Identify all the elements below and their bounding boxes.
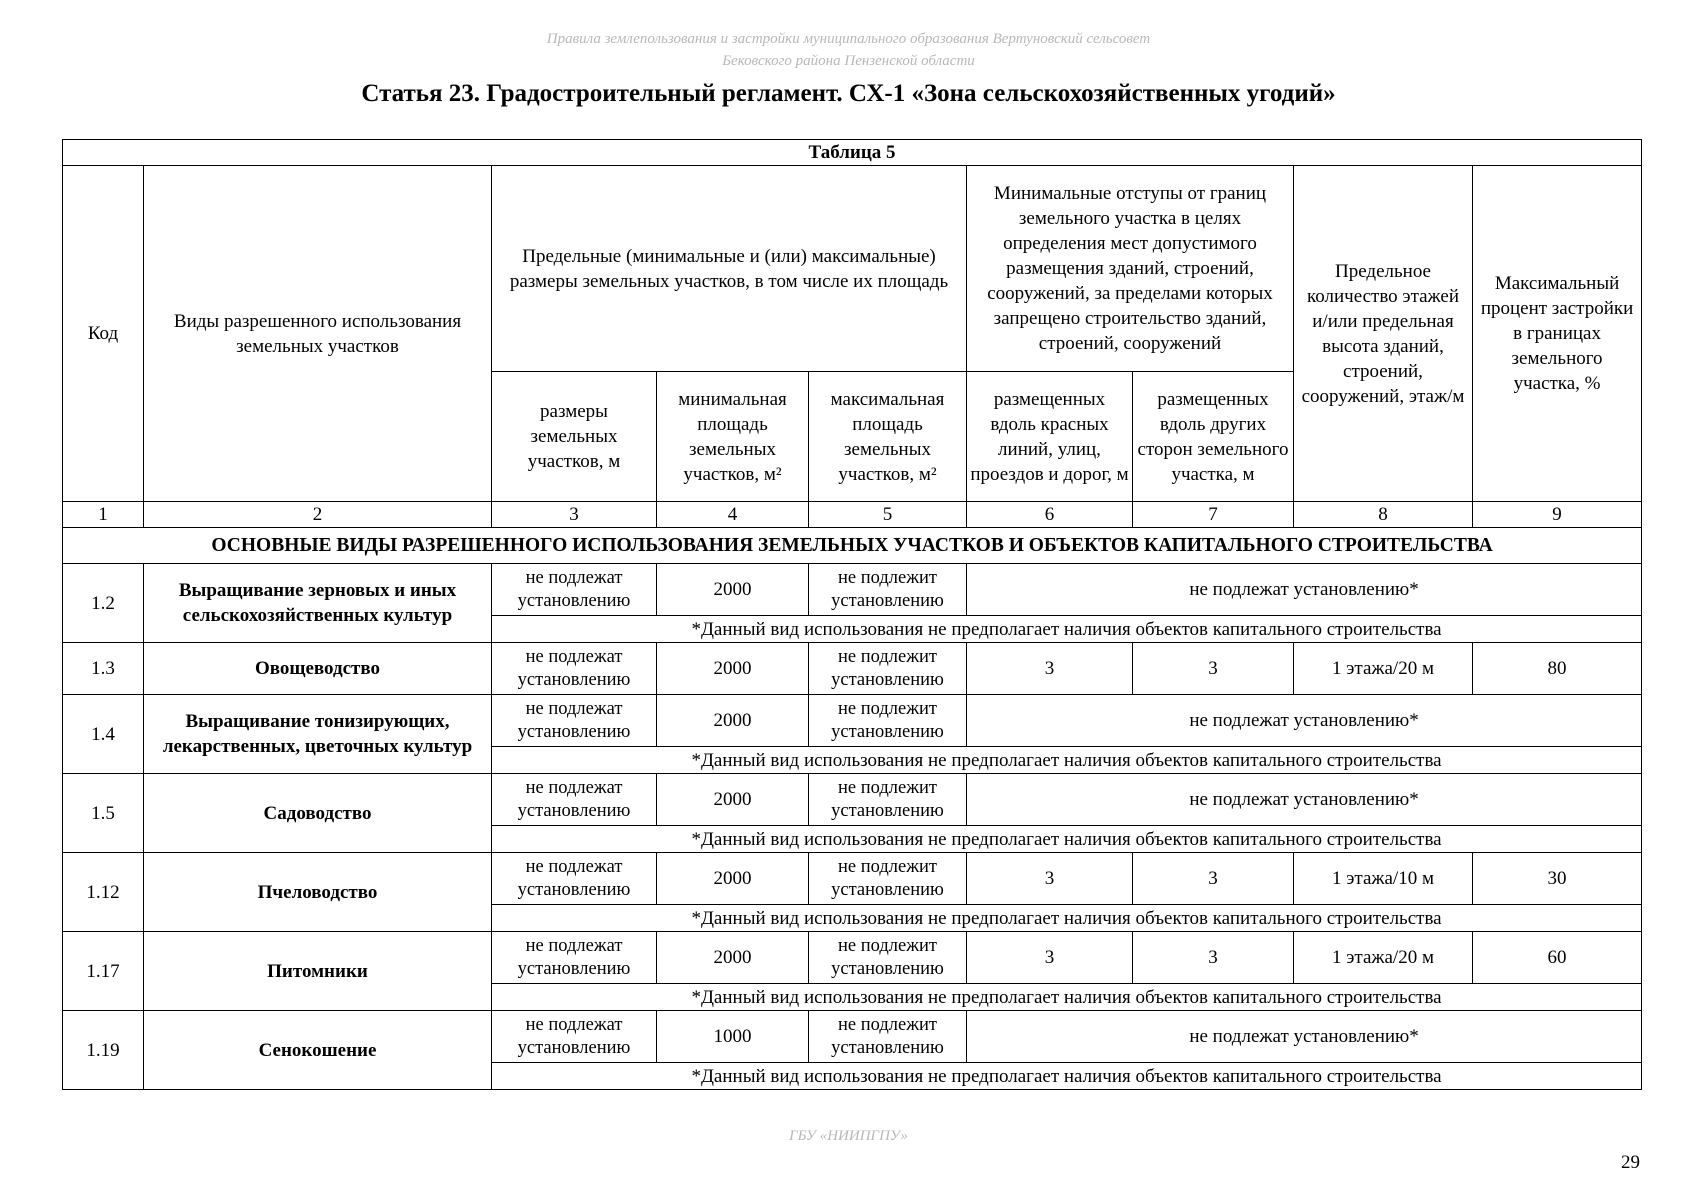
row-sizes: не подлежат установлению — [492, 932, 657, 984]
row-code: 1.4 — [63, 695, 144, 774]
footer-organization: ГБУ «НИИПГПУ» — [789, 1128, 908, 1144]
row-min-area: 2000 — [657, 774, 809, 826]
row-min-area: 2000 — [657, 643, 809, 695]
row-use-name: Садоводство — [144, 774, 492, 853]
row-code: 1.19 — [63, 1011, 144, 1090]
row-build-percent: 60 — [1473, 932, 1642, 984]
table-row — [63, 1011, 1642, 1063]
row-min-area: 2000 — [657, 564, 809, 616]
row-use-name: Пчеловодство — [144, 853, 492, 932]
row-not-established: не подлежат установлению* — [967, 564, 1642, 616]
row-max-area: не подлежит установлению — [809, 932, 967, 984]
row-code: 1.17 — [63, 932, 144, 1011]
row-note: *Данный вид использования не предполагает наличия объектов капитального строительства — [492, 984, 1642, 1011]
header-use-types: Виды разрешенного использования земельных участков — [144, 166, 492, 502]
header-code: Код — [63, 166, 144, 502]
section-title: ОСНОВНЫЕ ВИДЫ РАЗРЕШЕННОГО ИСПОЛЬЗОВАНИЯ ЗЕМЕЛЬНЫХ УЧАСТКОВ И ОБЪЕКТОВ КАПИТАЛЬНОГО СТРОИТЕЛЬСТВА — [63, 528, 1642, 564]
header-line-2: Бековского района Пензенской области — [722, 53, 975, 69]
row-sizes: не подлежат установлению — [492, 1011, 657, 1063]
row-floors: 1 этажа/20 м — [1294, 643, 1473, 695]
header-sizes: размеры земельных участков, м — [492, 372, 657, 502]
column-number: 1 — [63, 502, 144, 528]
row-code: 1.12 — [63, 853, 144, 932]
header-min-area: минимальная площадь земельных участков, м² — [657, 372, 809, 502]
row-code: 1.3 — [63, 643, 144, 695]
row-floors: 1 этажа/10 м — [1294, 853, 1473, 905]
row-note: *Данный вид использования не предполагает наличия объектов капитального строительства — [492, 905, 1642, 932]
row-note: *Данный вид использования не предполагает наличия объектов капитального строительства — [492, 747, 1642, 774]
row-min-area: 1000 — [657, 1011, 809, 1063]
row-max-area: не подлежит установлению — [809, 564, 967, 616]
row-note: *Данный вид использования не предполагает наличия объектов капитального строительства — [492, 1063, 1642, 1090]
row-note: *Данный вид использования не предполагает наличия объектов капитального строительства — [492, 826, 1642, 853]
column-number: 3 — [492, 502, 657, 528]
column-number: 4 — [657, 502, 809, 528]
row-code: 1.2 — [63, 564, 144, 643]
column-number: 7 — [1133, 502, 1294, 528]
column-number: 9 — [1473, 502, 1642, 528]
table-row — [63, 643, 1642, 695]
header-line-1: Правила землепользования и застройки муниципального образования Вертуновский сельсовет — [546, 31, 1151, 47]
row-use-name: Выращивание зерновых и иных сельскохозяйственных культур — [144, 564, 492, 643]
row-not-established: не подлежат установлению* — [967, 1011, 1642, 1063]
row-sizes: не подлежат установлению — [492, 564, 657, 616]
column-number: 2 — [144, 502, 492, 528]
row-use-name: Питомники — [144, 932, 492, 1011]
header-setbacks-group: Минимальные отступы от границ земельного участка в целях определения мест допустимого размещения зданий, строений, сооружений, за пределами которых запрещено строительство зданий, строений, сооружений — [967, 166, 1294, 372]
row-sizes: не подлежат установлению — [492, 643, 657, 695]
row-note: *Данный вид использования не предполагает наличия объектов капитального строительства — [492, 616, 1642, 643]
column-number: 6 — [967, 502, 1133, 528]
page-number: 29 — [1621, 1152, 1640, 1173]
header-along-other: размещенных вдоль других сторон земельного участка, м — [1133, 372, 1294, 502]
page-title: Статья 23. Градостроительный регламент. СХ-1 «Зона сельскохозяйственных угодий» — [361, 80, 1336, 107]
row-setback-other-sides: 3 — [1133, 932, 1294, 984]
row-setback-other-sides: 3 — [1133, 643, 1294, 695]
row-sizes: не подлежат установлению — [492, 774, 657, 826]
regulation-table — [62, 139, 1642, 1090]
row-use-name: Сенокошение — [144, 1011, 492, 1090]
header-sizes-group: Предельные (минимальные и (или) максимальные) размеры земельных участков, в том числе их площадь — [492, 166, 967, 372]
row-min-area: 2000 — [657, 695, 809, 747]
row-not-established: не подлежат установлению* — [967, 695, 1642, 747]
table-number: Таблица 5 — [63, 140, 1642, 166]
row-use-name: Выращивание тонизирующих, лекарственных, цветочных культур — [144, 695, 492, 774]
table-row — [63, 853, 1642, 905]
header-floors: Предельное количество этажей и/или предельная высота зданий, строений, сооружений, этаж/м — [1294, 166, 1473, 502]
row-setback-red-lines: 3 — [967, 932, 1133, 984]
row-not-established: не подлежат установлению* — [967, 774, 1642, 826]
table-body — [63, 140, 1642, 1090]
row-code: 1.5 — [63, 774, 144, 853]
row-setback-red-lines: 3 — [967, 853, 1133, 905]
row-sizes: не подлежат установлению — [492, 853, 657, 905]
row-max-area: не подлежит установлению — [809, 643, 967, 695]
row-max-area: не подлежит установлению — [809, 695, 967, 747]
table-row — [63, 774, 1642, 826]
row-use-name: Овощеводство — [144, 643, 492, 695]
row-max-area: не подлежит установлению — [809, 1011, 967, 1063]
header-along-red: размещенных вдоль красных линий, улиц, проездов и дорог, м — [967, 372, 1133, 502]
row-floors: 1 этажа/20 м — [1294, 932, 1473, 984]
table-row — [63, 564, 1642, 616]
row-max-area: не подлежит установлению — [809, 853, 967, 905]
table-row — [63, 932, 1642, 984]
header-max-percent: Максимальный процент застройки в границах земельного участка, % — [1473, 166, 1642, 502]
row-max-area: не подлежит установлению — [809, 774, 967, 826]
table-row — [63, 695, 1642, 747]
row-sizes: не подлежат установлению — [492, 695, 657, 747]
column-number: 8 — [1294, 502, 1473, 528]
row-build-percent: 80 — [1473, 643, 1642, 695]
row-min-area: 2000 — [657, 853, 809, 905]
row-setback-red-lines: 3 — [967, 643, 1133, 695]
row-min-area: 2000 — [657, 932, 809, 984]
row-build-percent: 30 — [1473, 853, 1642, 905]
row-setback-other-sides: 3 — [1133, 853, 1294, 905]
header-max-area: максимальная площадь земельных участков, м² — [809, 372, 967, 502]
column-number: 5 — [809, 502, 967, 528]
